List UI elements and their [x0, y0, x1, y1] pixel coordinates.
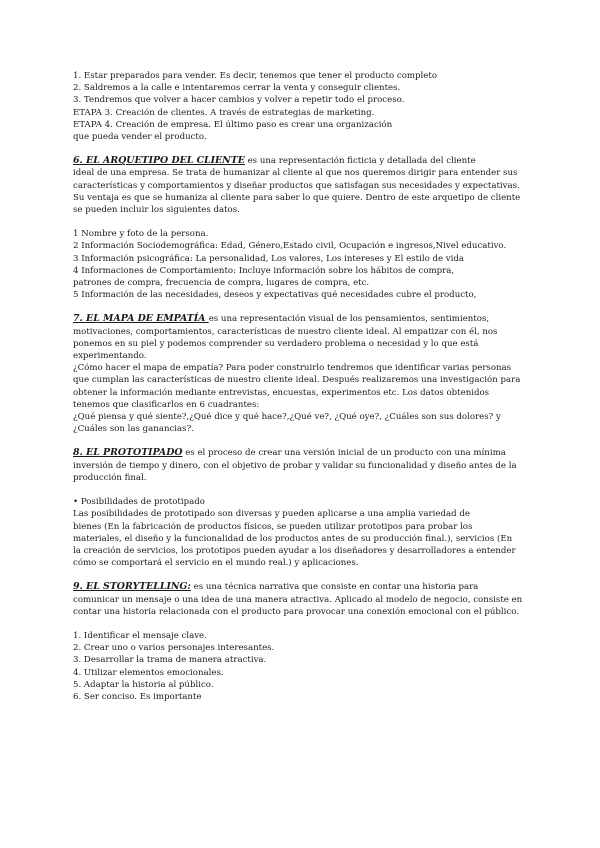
etapa-line: 2. Saldremos a la calle e intentaremos cerrar la venta y conseguir clientes. [73, 83, 401, 94]
etapa-line: 3. Tendremos que volver a hacer cambios y volver a repetir todo el proceso. [73, 95, 405, 106]
prototipado-first-line [73, 447, 535, 459]
paragraph-line: ¿Qué piensa y qué siente?,¿Qué dice y qué hace?,¿Qué ve?, ¿Qué oye?, ¿Cuáles son sus dolores? y [73, 412, 501, 423]
list-item: 1 Nombre y foto de la persona. [73, 229, 209, 240]
paragraph-line: materiales, el diseño y la funcionalidad de los productos antes de su producción final.), servicios (En [73, 533, 513, 544]
storytelling-section [73, 581, 535, 703]
list-item: 3. Desarrollar la trama de manera atractiva. [73, 655, 267, 666]
paragraph-line: obtener la información mediante entrevistas, encuestas, experimentos etc. Los datos obtenidos [73, 387, 490, 398]
list-item: 2. Crear uno o varios personajes interesantes. [73, 643, 275, 654]
list-item: 4 Informaciones de Comportamiento: Incluye información sobre los hábitos de compra, [73, 265, 455, 276]
paragraph-line: es el proceso de crear una versión inicial de un producto con una mínima [182, 448, 506, 459]
paragraph-line: bienes (En la fabricación de productos físicos, se pueden utilizar prototipos para probar los [73, 521, 473, 532]
list-item: patrones de compra, frecuencia de compra, lugares de compra, etc. [73, 278, 370, 289]
section-heading: 9. EL STORYTELLING: [73, 581, 191, 593]
paragraph-line: características y comportamientos y diseñar productos que satisfagan sus necesidades y expectativas. [73, 180, 520, 191]
paragraph-line: la creación de servicios, los prototipos pueden ayudar a los diseñadores y desarrolladores a entender [73, 545, 516, 556]
etapa-line: ETAPA 3. Creación de clientes. A través de estrategias de marketing. [73, 107, 375, 118]
paragraph-line: ideal de una empresa. Se trata de humanizar al cliente al que nos queremos dirigir para entender sus [73, 168, 518, 179]
mapa-section [73, 313, 535, 435]
section-heading: 6. EL ARQUETIPO DEL CLIENTE [73, 155, 245, 167]
arquetipo-first-line [73, 155, 535, 167]
storytelling-first-line [73, 581, 535, 593]
bullet-item: • Posibilidades de prototipado [73, 496, 535, 508]
paragraph-line: inversión de tiempo y dinero, con el objetivo de probar y validar su funcionalidad y diseño antes de la [73, 460, 517, 471]
mapa-first-line [73, 313, 535, 325]
list-item: 3 Información psicográfica: La personalidad, Los valores, Los intereses y El estilo de vida [73, 253, 465, 264]
paragraph-line: es una representación visual de los pensamientos, sentimientos, [208, 314, 490, 325]
etapa-line: 1. Estar preparados para vender. Es decir, tenemos que tener el producto completo [73, 71, 437, 81]
paragraph-line: ¿Cuáles son las ganancias?. [73, 424, 194, 435]
paragraph-line: tenemos que clasificarlos en 6 cuadrantes: [73, 399, 260, 410]
paragraph-line: experimentando. [73, 351, 147, 362]
paragraph-line: que cumplan las características de nuestro cliente ideal. Después realizaremos una investigación para [73, 375, 521, 386]
paragraph-line: se pueden incluir los siguientes datos. [73, 205, 240, 216]
list-item: 6. Ser conciso. Es importante [73, 691, 202, 702]
paragraph-line: ponemos en su piel y podemos comprender su verdadero problema o necesidad y lo que está [73, 338, 479, 349]
etapa-line: que pueda vender el producto. [73, 132, 207, 143]
section-heading: 8. EL PROTOTIPADO [73, 447, 183, 459]
list-item: 5 Información de las necesidades, deseos y expectativas qué necesidades cubre el producto, [73, 290, 477, 301]
paragraph-line: comunicar un mensaje o una idea de una manera atractiva. Aplicado al modelo de negocio, consiste en [73, 594, 523, 605]
document-page [73, 70, 535, 703]
etapa-line: ETAPA 4. Creación de empresa. El último paso es crear una organización [73, 119, 393, 130]
paragraph-line: Las posibilidades de prototipado son diversas y pueden aplicarse a una amplia variedad de [73, 509, 470, 520]
list-item: 5. Adaptar la historia al público. [73, 679, 214, 690]
paragraph-line: ¿Cómo hacer el mapa de empatía? Para poder construirlo tendremos que identificar varias personas [73, 363, 512, 374]
list-item: 1. Identificar el mensaje clave. [73, 630, 207, 641]
paragraph-line: producción final. [73, 472, 147, 483]
arquetipo-section [73, 155, 535, 301]
list-item: 2 Información Sociodemográfica: Edad, Género,Estado civil, Ocupación e ingresos,Nivel educativo. [73, 241, 507, 252]
etapas-list [73, 70, 535, 143]
paragraph-line: Su ventaja es que se humaniza al cliente para saber lo que quiere. Dentro de este arquetipo de cliente [73, 192, 521, 203]
section-heading: 7. EL MAPA DE EMPATÍA [73, 313, 209, 325]
paragraph-line: es una técnica narrativa que consiste en contar una historia para [190, 582, 479, 593]
paragraph-line: es una representación ficticia y detallada del cliente [244, 156, 476, 167]
paragraph-line: motivaciones, comportamientos, características de nuestro cliente ideal. Al empatizar con él, nos [73, 326, 498, 337]
list-item: 4. Utilizar elementos emocionales. [73, 667, 224, 678]
paragraph-line: contar una historia relacionada con el producto para provocar una conexión emocional con el público. [73, 606, 519, 617]
prototipado-section [73, 447, 535, 569]
paragraph-line: cómo se comportará el servicio en el mundo real.) y aplicaciones. [73, 558, 359, 569]
